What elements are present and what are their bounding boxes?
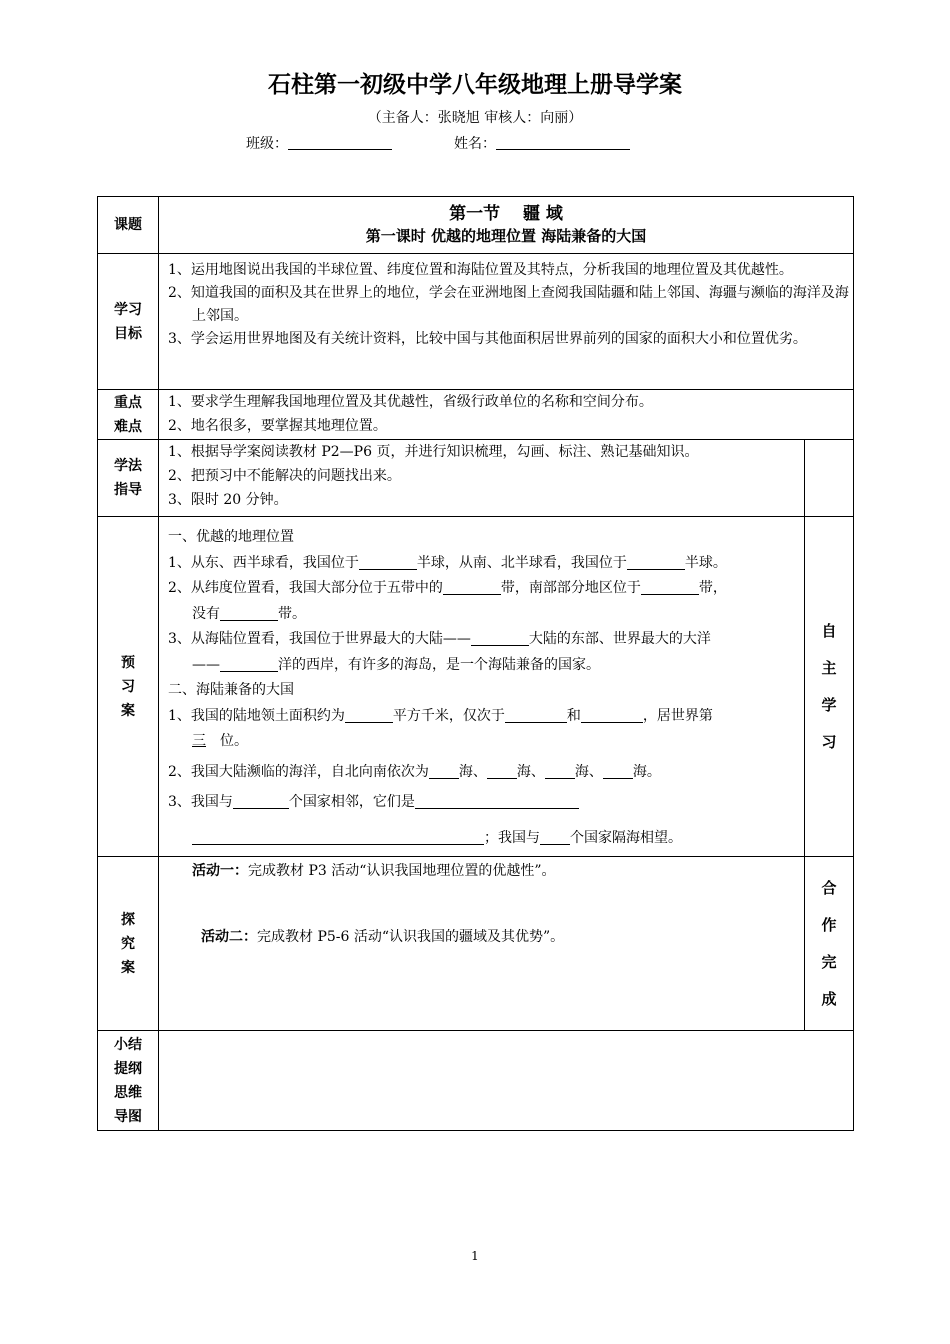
answer-blank[interactable] [581,706,643,723]
q2-text: 没有 [192,605,220,622]
answer-blank[interactable] [540,828,570,845]
q4-text: 和 [566,707,581,724]
lesson-title: 第一课时 优越的地理位置 海陆兼备的大国 [365,227,647,245]
method-label-line2: 指导 [114,482,142,498]
q6-text: 3、我国与 [168,794,233,810]
method-label-line1: 学法 [114,458,142,474]
topic-label: 课题 [98,197,159,254]
q3-text: 洋的西岸，有许多的海岛，是一个海陆兼备的国家。 [278,656,600,673]
preview-label-char: 预 [121,654,135,671]
activity-1 [159,859,804,883]
summary-cell[interactable] [159,1031,854,1131]
answer-blank[interactable] [471,629,529,646]
q2-text: 带，南部部分地区位于 [500,580,641,596]
side-char: 主 [821,658,837,677]
topic-cell [159,197,854,254]
side-char: 作 [821,915,837,934]
keypoint-item: 1、要求学生理解我国地理位置及其优越性，省级行政单位的名称和空间分布。 [168,394,653,410]
preview-side-label [805,517,854,857]
objectives-label-line1: 学习 [114,301,142,318]
explore-row [98,857,854,1031]
answer-blank[interactable] [627,553,685,570]
question-6 [159,790,800,816]
class-field[interactable] [246,133,392,153]
class-label: 班级： [246,136,288,152]
answer-blank[interactable] [415,792,579,809]
page-number: 1 [471,1249,479,1263]
side-char: 习 [821,732,837,751]
page-title: 石柱第一初级中学八年级地理上册导学案 [268,72,682,98]
objective-item: 2、知道我国的面积及其在世界上的地位，学会在亚洲地图上查阅我国陆疆和陆上邻国、海疆与濒临的海洋及海上邻国。 [168,285,849,324]
answer-blank[interactable] [192,828,484,845]
q5-text: 海、 [458,763,487,780]
q4-text: 1、我国的陆地领土面积约为 [168,707,345,724]
q2-text: 带， [698,580,727,596]
answer-blank[interactable] [443,578,501,595]
question-3 [159,627,800,678]
summary-label [98,1031,159,1131]
objectives-label-line2: 目标 [114,325,142,342]
question-2 [159,576,800,627]
class-blank[interactable] [288,135,392,150]
objectives-label [98,254,159,390]
side-char: 自 [821,621,837,640]
answer-blank[interactable] [603,762,633,779]
objective-item: 3、学会运用世界地图及有关统计资料，比较中国与其他面积居世界前列的国家的面积大小和位置优劣。 [168,331,807,347]
side-char: 学 [821,695,837,714]
side-char: 合 [821,878,837,897]
explore-side-label [805,857,854,1031]
lesson-table [97,196,854,1131]
q5-text: 海、 [516,763,545,780]
q1-text: 半球，从南、北半球看，我国位于 [416,554,627,571]
activity-2-label: 活动二： [201,929,257,945]
objective-item: 1、运用地图说出我国的半球位置、纬度位置和海陆位置及其特点，分析我国的地理位置及其优越性。 [168,262,793,278]
answer-blank[interactable] [429,762,459,779]
question-5 [159,760,800,786]
keypoints-label [98,390,159,440]
keypoints-label-line2: 难点 [114,418,142,435]
q6-text: 个国家隔海相望。 [570,829,682,846]
method-cell [159,440,805,517]
answer-blank[interactable] [487,762,517,779]
summary-row [98,1031,854,1131]
preview-cell [159,517,805,857]
summary-label-line: 小结 [114,1036,142,1053]
q2-text: 带。 [278,605,306,622]
q5-text: 海。 [632,763,661,780]
q3-text: —— [192,656,220,673]
answer-blank[interactable] [233,792,289,809]
preview-row [98,517,854,857]
activity-2 [159,925,804,949]
section-title: 第一节 疆 域 [449,204,563,224]
summary-label-line: 思维 [114,1084,142,1101]
method-label [98,440,159,517]
topic-row [98,197,854,254]
preview-label-char: 习 [121,678,135,695]
keypoints-row [98,390,854,440]
q4-text: 平方千米，仅次于 [392,707,505,724]
activity-1-text: 完成教材 P3 活动“认识我国地理位置的优越性”。 [248,863,556,879]
answer-blank[interactable] [220,655,278,672]
keypoints-label-line1: 重点 [114,394,142,411]
question-1 [159,551,800,577]
q3-text: 大陆的东部、世界最大的大洋 [528,631,711,647]
method-item: 3、限时 20 分钟。 [168,492,288,508]
explore-cell [159,857,805,1031]
explore-label [98,857,159,1031]
q5-text: 海、 [574,763,603,780]
answer-blank[interactable] [641,578,699,595]
method-item: 1、根据导学案阅读教材 P2—P6 页，并进行知识梳理，勾画、标注、熟记基础知识。 [168,444,699,460]
q4-text: ，居世界第 [642,707,713,724]
rank-answer: 三 [192,733,206,749]
question-4 [159,704,800,755]
summary-label-line: 提纲 [114,1060,142,1077]
q1-text: 1、从东、西半球看，我国位于 [168,554,359,571]
answer-blank[interactable] [220,604,278,621]
keypoint-item: 2、地名很多，要掌握其地理位置。 [168,418,387,434]
q6-text: ；我国与 [484,829,540,846]
section-heading: 二、海陆兼备的大国 [168,682,294,698]
q6-text: 个国家相邻，它们是 [288,794,415,810]
preview-label-char: 案 [121,702,135,719]
objectives-cell [159,254,854,390]
keypoints-cell [159,390,854,440]
side-char: 成 [821,989,837,1008]
side-char: 完 [821,952,837,971]
q5-text: 2、我国大陆濒临的海洋，自北向南依次为 [168,763,429,780]
answer-blank[interactable] [359,553,417,570]
q2-text: 2、从纬度位置看，我国大部分位于五带中的 [168,580,443,596]
q3-text: 3、从海陆位置看，我国位于世界最大的大陆—— [168,631,471,647]
name-label: 姓名： [454,136,496,152]
answer-blank[interactable] [505,706,567,723]
activity-2-text: 完成教材 P5-6 活动“认识我国的疆域及其优势”。 [257,929,565,945]
q1-text: 半球。 [684,554,727,571]
objectives-row [98,254,854,390]
name-blank[interactable] [496,135,630,150]
summary-label-line: 导图 [114,1108,142,1125]
answer-blank[interactable] [545,762,575,779]
method-row [98,440,854,517]
activity-1-label: 活动一： [192,863,248,879]
explore-label-char: 探 [121,911,135,928]
preview-label [98,517,159,857]
question-6-cont [159,826,804,852]
method-item: 2、把预习中不能解决的问题找出来。 [168,468,401,484]
explore-label-char: 案 [121,959,135,976]
name-field[interactable] [454,133,630,153]
section-heading: 一、优越的地理位置 [168,529,294,545]
answer-blank[interactable] [345,706,393,723]
explore-label-char: 究 [121,935,135,952]
method-side-cell [805,440,854,517]
q4-text: 位。 [220,733,248,749]
authors-line: （主备人：张晓旭 审核人：向丽） [367,110,583,126]
